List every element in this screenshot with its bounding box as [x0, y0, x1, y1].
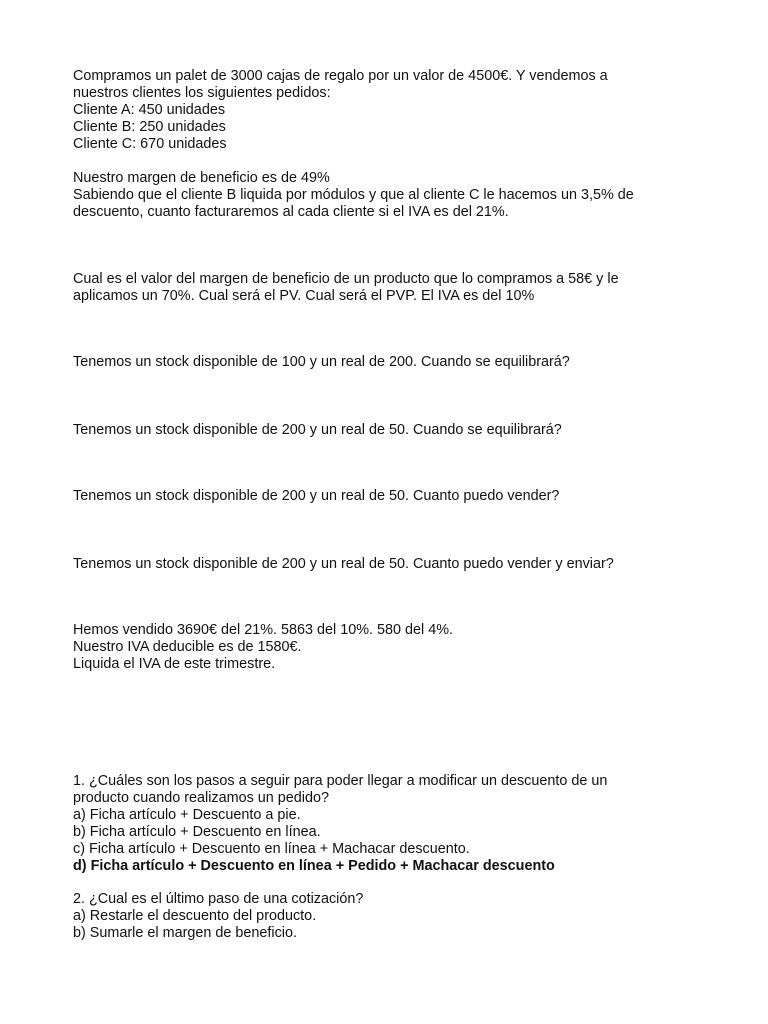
problem1-line: nuestros clientes los siguientes pedidos:	[73, 85, 331, 101]
question1-prompt: 1. ¿Cuáles son los pasos a seguir para poder llegar a modificar un descuento de un	[73, 773, 608, 789]
question1-prompt: producto cuando realizamos un pedido?	[73, 790, 330, 806]
question1-option: b) Ficha artículo + Descuento en línea.	[73, 824, 321, 840]
question2-option: b) Sumarle el margen de beneficio.	[73, 925, 297, 941]
problem3-text: Tenemos un stock disponible de 100 y un real de 200. Cuando se equilibrará?	[73, 354, 570, 370]
problem1-line: Cliente A: 450 unidades	[73, 102, 226, 118]
problem7-line: Nuestro IVA deducible es de 1580€.	[73, 639, 302, 655]
question1-option: c) Ficha artículo + Descuento en línea + Machacar descuento.	[73, 841, 470, 857]
problem1-line: Sabiendo que el cliente B liquida por módulos y que al cliente C le hacemos un 3,5% de	[73, 187, 634, 203]
question1-option: a) Ficha artículo + Descuento a pie.	[73, 807, 301, 823]
problem1-line: Compramos un palet de 3000 cajas de regalo por un valor de 4500€. Y vendemos a	[73, 68, 608, 84]
problem1-line: descuento, cuanto facturaremos al cada cliente si el IVA es del 21%.	[73, 204, 509, 220]
problem1-line: Cliente C: 670 unidades	[73, 136, 227, 152]
question2-prompt: 2. ¿Cual es el último paso de una cotización?	[73, 891, 364, 907]
question2-option: a) Restarle el descuento del producto.	[73, 908, 317, 924]
problem2-line: aplicamos un 70%. Cual será el PV. Cual será el PVP. El IVA es del 10%	[73, 288, 535, 304]
problem6-text: Tenemos un stock disponible de 200 y un real de 50. Cuanto puedo vender y enviar?	[73, 556, 614, 572]
problem7-line: Hemos vendido 3690€ del 21%. 5863 del 10%. 580 del 4%.	[73, 622, 454, 638]
problem7-line: Liquida el IVA de este trimestre.	[73, 656, 276, 672]
problem5-text: Tenemos un stock disponible de 200 y un real de 50. Cuanto puedo vender?	[73, 488, 560, 504]
question1-answer: d) Ficha artículo + Descuento en línea + Pedido + Machacar descuento	[73, 858, 555, 874]
problem2-line: Cual es el valor del margen de beneficio de un producto que lo compramos a 58€ y le	[73, 271, 619, 287]
problem4-text: Tenemos un stock disponible de 200 y un real de 50. Cuando se equilibrará?	[73, 422, 562, 438]
problem1-line: Cliente B: 250 unidades	[73, 119, 226, 135]
problem1-line: Nuestro margen de beneficio es de 49%	[73, 170, 330, 186]
